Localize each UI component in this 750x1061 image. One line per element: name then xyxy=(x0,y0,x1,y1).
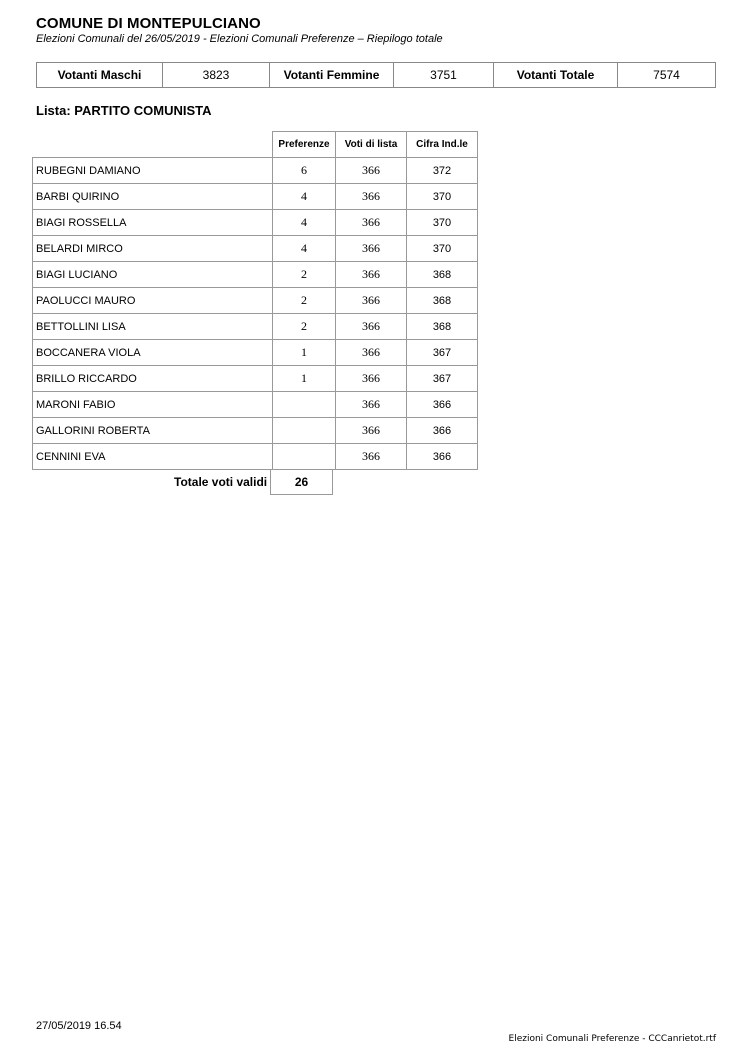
candidate-voti-lista: 366 xyxy=(336,444,407,470)
candidate-name: CENNINI EVA xyxy=(33,444,273,470)
table-row xyxy=(33,262,478,288)
votanti-totale-value: 7574 xyxy=(618,63,716,88)
votanti-maschi-value: 3823 xyxy=(163,63,270,88)
candidate-name: BETTOLLINI LISA xyxy=(33,314,273,340)
header-preferenze: Preferenze xyxy=(273,132,336,158)
candidate-cifra: 372 xyxy=(407,158,478,184)
candidate-preferenze xyxy=(273,392,336,418)
table-row xyxy=(33,314,478,340)
candidate-name: PAOLUCCI MAURO xyxy=(33,288,273,314)
footer-filename: Elezioni Comunali Preferenze - CCCanrietot.rtf xyxy=(508,1034,716,1044)
candidate-cifra: 366 xyxy=(407,418,478,444)
candidate-voti-lista: 366 xyxy=(336,392,407,418)
candidate-preferenze: 1 xyxy=(273,340,336,366)
candidate-voti-lista: 366 xyxy=(336,418,407,444)
table-header-row xyxy=(33,132,478,158)
candidate-cifra: 367 xyxy=(407,366,478,392)
table-row xyxy=(33,288,478,314)
candidate-cifra: 366 xyxy=(407,392,478,418)
candidate-name: BELARDI MIRCO xyxy=(33,236,273,262)
votanti-row xyxy=(37,63,716,88)
header-cifra: Cifra Ind.le xyxy=(407,132,478,158)
candidate-voti-lista: 366 xyxy=(336,236,407,262)
votanti-summary-table xyxy=(36,62,716,88)
votanti-femmine-label: Votanti Femmine xyxy=(270,63,394,88)
candidate-preferenze: 6 xyxy=(273,158,336,184)
lista-heading: Lista: PARTITO COMUNISTA xyxy=(36,103,212,118)
candidate-voti-lista: 366 xyxy=(336,340,407,366)
table-row xyxy=(33,392,478,418)
footer-timestamp: 27/05/2019 16.54 xyxy=(36,1020,122,1032)
candidate-cifra: 370 xyxy=(407,184,478,210)
candidate-name: BARBI QUIRINO xyxy=(33,184,273,210)
candidate-name: BIAGI LUCIANO xyxy=(33,262,273,288)
candidate-cifra: 370 xyxy=(407,236,478,262)
header-blank-cell xyxy=(33,132,273,158)
candidate-name: MARONI FABIO xyxy=(33,392,273,418)
candidate-cifra: 368 xyxy=(407,314,478,340)
candidate-voti-lista: 366 xyxy=(336,314,407,340)
candidate-name: BOCCANERA VIOLA xyxy=(33,340,273,366)
candidate-name: RUBEGNI DAMIANO xyxy=(33,158,273,184)
table-row xyxy=(33,444,478,470)
votanti-maschi-label: Votanti Maschi xyxy=(37,63,163,88)
totale-voti-validi-value: 26 xyxy=(270,469,333,495)
page-subtitle: Elezioni Comunali del 26/05/2019 - Elezioni Comunali Preferenze – Riepilogo totale xyxy=(36,33,443,45)
page-title: COMUNE DI MONTEPULCIANO xyxy=(36,15,261,32)
candidate-cifra: 368 xyxy=(407,288,478,314)
candidate-voti-lista: 366 xyxy=(336,288,407,314)
header-voti-lista: Voti di lista xyxy=(336,132,407,158)
table-row xyxy=(33,210,478,236)
candidate-name: BRILLO RICCARDO xyxy=(33,366,273,392)
table-row xyxy=(33,158,478,184)
candidate-voti-lista: 366 xyxy=(336,366,407,392)
candidate-preferenze: 4 xyxy=(273,184,336,210)
candidate-voti-lista: 366 xyxy=(336,184,407,210)
candidate-cifra: 367 xyxy=(407,340,478,366)
votanti-femmine-value: 3751 xyxy=(394,63,494,88)
candidate-voti-lista: 366 xyxy=(336,210,407,236)
table-row xyxy=(33,366,478,392)
table-row xyxy=(33,340,478,366)
table-row xyxy=(33,236,478,262)
candidate-voti-lista: 366 xyxy=(336,262,407,288)
candidate-cifra: 370 xyxy=(407,210,478,236)
candidate-voti-lista: 366 xyxy=(336,158,407,184)
totale-voti-validi-label: Totale voti validi xyxy=(174,475,268,489)
candidates-table xyxy=(32,131,478,470)
candidate-preferenze: 1 xyxy=(273,366,336,392)
candidate-cifra: 366 xyxy=(407,444,478,470)
candidate-name: BIAGI ROSSELLA xyxy=(33,210,273,236)
candidate-preferenze: 2 xyxy=(273,314,336,340)
table-row xyxy=(33,184,478,210)
candidate-preferenze: 2 xyxy=(273,288,336,314)
candidate-preferenze xyxy=(273,444,336,470)
candidate-preferenze: 2 xyxy=(273,262,336,288)
candidate-preferenze: 4 xyxy=(273,210,336,236)
candidate-cifra: 368 xyxy=(407,262,478,288)
candidate-preferenze xyxy=(273,418,336,444)
candidate-preferenze: 4 xyxy=(273,236,336,262)
votanti-totale-label: Votanti Totale xyxy=(494,63,618,88)
candidate-name: GALLORINI ROBERTA xyxy=(33,418,273,444)
table-row xyxy=(33,418,478,444)
